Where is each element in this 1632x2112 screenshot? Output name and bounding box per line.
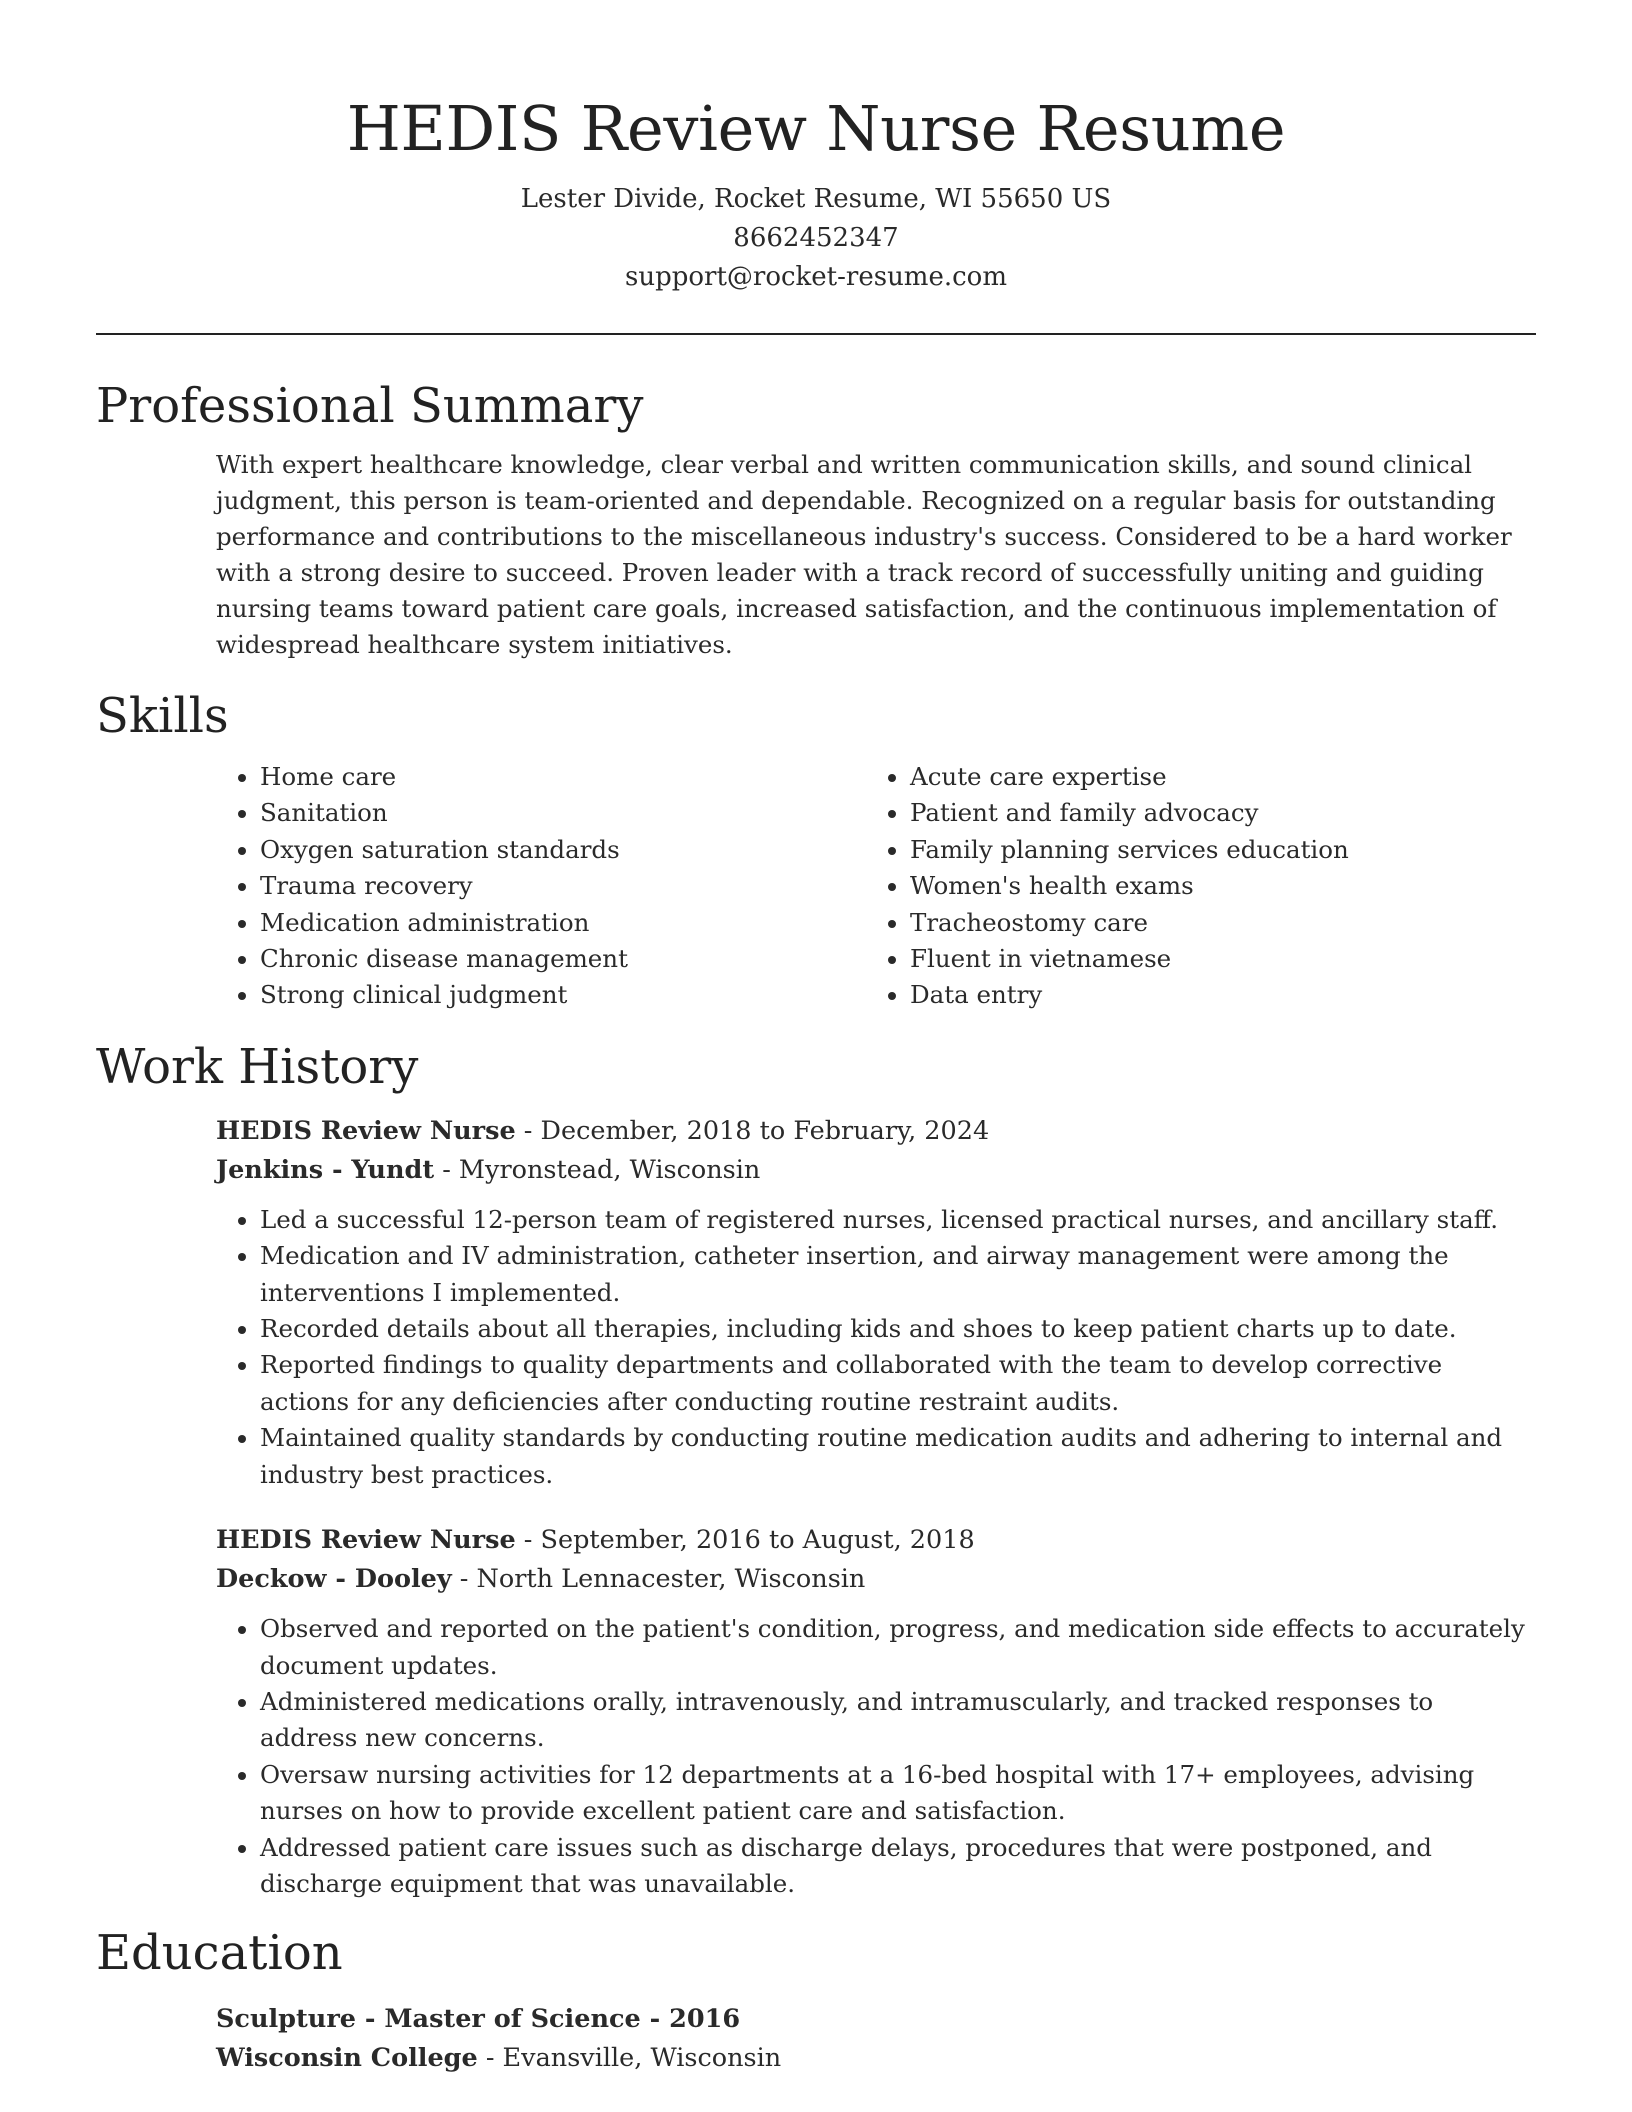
skills-heading: Skills bbox=[96, 688, 229, 744]
resume-title: HEDIS Review Nurse Resume bbox=[346, 92, 1286, 165]
education-degree: - Master of Science bbox=[355, 2004, 641, 2035]
skills-list-right bbox=[866, 759, 1516, 1014]
skill-item: • Patient and family advocacy bbox=[910, 795, 1516, 831]
job-bullet-list bbox=[216, 1611, 1536, 1902]
contact-email: support@rocket-resume.com bbox=[624, 262, 1007, 292]
job-entry bbox=[216, 1521, 1536, 1902]
skills-section bbox=[96, 685, 1536, 1014]
job-company: Jenkins - Yundt bbox=[216, 1154, 435, 1185]
job-title-line bbox=[216, 1521, 1536, 1560]
work-history-heading: Work History bbox=[96, 1038, 419, 1095]
job-bullet: • Maintained quality standards by conducting routine medication audits and adhering to internal and industry best practices. bbox=[260, 1420, 1536, 1493]
education-field: Sculpture bbox=[216, 2004, 356, 2035]
education-school-line bbox=[216, 2039, 1536, 2078]
skill-item: • Data entry bbox=[910, 977, 1516, 1013]
job-bullet: • Observed and reported on the patient's condition, progress, and medication side effects to accurately document updates. bbox=[260, 1611, 1536, 1684]
skill-item: • Trauma recovery bbox=[260, 868, 866, 904]
skill-item: • Strong clinical judgment bbox=[260, 977, 866, 1013]
header-divider bbox=[96, 333, 1536, 335]
job-bullet: • Administered medications orally, intravenously, and intramuscularly, and tracked responses to address new concerns. bbox=[260, 1684, 1536, 1757]
skills-grid bbox=[216, 759, 1536, 1014]
skill-item: • Oxygen saturation standards bbox=[260, 832, 866, 868]
job-dates: - September, 2016 to August, 2018 bbox=[515, 1525, 975, 1556]
skill-item: • Fluent in vietnamese bbox=[910, 941, 1516, 977]
skill-item: • Family planning services education bbox=[910, 832, 1516, 868]
job-company-line bbox=[216, 1151, 1536, 1190]
job-company-line bbox=[216, 1560, 1536, 1599]
skills-list-left bbox=[216, 759, 866, 1014]
skill-item: • Women's health exams bbox=[910, 868, 1516, 904]
job-company: Deckow - Dooley bbox=[216, 1564, 452, 1595]
resume-page bbox=[96, 0, 1536, 2078]
job-bullet: • Reported findings to quality departments and collaborated with the team to develop corrective actions for any deficiencies after conducting routine restraint audits. bbox=[260, 1347, 1536, 1420]
work-history-section bbox=[96, 1036, 1536, 1903]
education-location: - Evansville, Wisconsin bbox=[477, 2043, 782, 2074]
job-role: HEDIS Review Nurse bbox=[216, 1115, 516, 1146]
job-bullet: • Addressed patient care issues such as discharge delays, procedures that were postponed, and discharge equipment that was unavailable. bbox=[260, 1830, 1536, 1903]
job-bullet: • Oversaw nursing activities for 12 departments at a 16-bed hospital with 17+ employees, advising nurses on how to provide excellent patient care and satisfaction. bbox=[260, 1757, 1536, 1830]
skill-item: • Sanitation bbox=[260, 795, 866, 831]
job-role: HEDIS Review Nurse bbox=[216, 1525, 516, 1556]
skill-item: • Chronic disease management bbox=[260, 941, 866, 977]
resume-header bbox=[96, 0, 1536, 297]
skill-item: • Home care bbox=[260, 759, 866, 795]
job-bullet-list bbox=[216, 1202, 1536, 1493]
job-entry bbox=[216, 1112, 1536, 1493]
summary-heading: Professional Summary bbox=[96, 378, 644, 434]
skill-item: • Medication administration bbox=[260, 905, 866, 941]
education-degree-line bbox=[216, 2000, 1536, 2039]
summary-text: With expert healthcare knowledge, clear verbal and written communication skills, and sound clinical judgment, this person is team-oriented and dependable. Recognized on a regular basis for outstanding performance and contributions to the miscellaneous industry's success. Considered to be a hard worker with a strong desire to succeed. Proven leader with a track record of successfully uniting and guiding nursing teams toward patient care goals, increased satisfaction, and the continuous implementation of widespread healthcare system initiatives. bbox=[216, 450, 1512, 659]
job-location: - Myronstead, Wisconsin bbox=[434, 1154, 761, 1185]
skill-item: • Tracheostomy care bbox=[910, 905, 1516, 941]
job-title-line bbox=[216, 1112, 1536, 1151]
job-bullet: • Recorded details about all therapies, including kids and shoes to keep patient charts up to date. bbox=[260, 1311, 1536, 1347]
education-heading: Education bbox=[96, 1925, 343, 1982]
contact-address: Lester Divide, Rocket Resume, WI 55650 US bbox=[520, 184, 1112, 214]
job-dates: - December, 2018 to February, 2024 bbox=[515, 1115, 990, 1146]
summary-section bbox=[96, 375, 1536, 663]
education-school: Wisconsin College bbox=[216, 2043, 478, 2074]
job-location: - North Lennacester, Wisconsin bbox=[451, 1564, 866, 1595]
education-year: - 2016 bbox=[640, 2004, 741, 2035]
job-bullet: • Medication and IV administration, catheter insertion, and airway management were among the interventions I implemented. bbox=[260, 1238, 1536, 1311]
contact-phone: 8662452347 bbox=[733, 223, 899, 253]
skill-item: • Acute care expertise bbox=[910, 759, 1516, 795]
contact-block bbox=[96, 180, 1536, 297]
education-entry bbox=[216, 2000, 1536, 2078]
education-section bbox=[96, 1922, 1536, 2078]
job-bullet: • Led a successful 12-person team of registered nurses, licensed practical nurses, and ancillary staff. bbox=[260, 1202, 1536, 1238]
